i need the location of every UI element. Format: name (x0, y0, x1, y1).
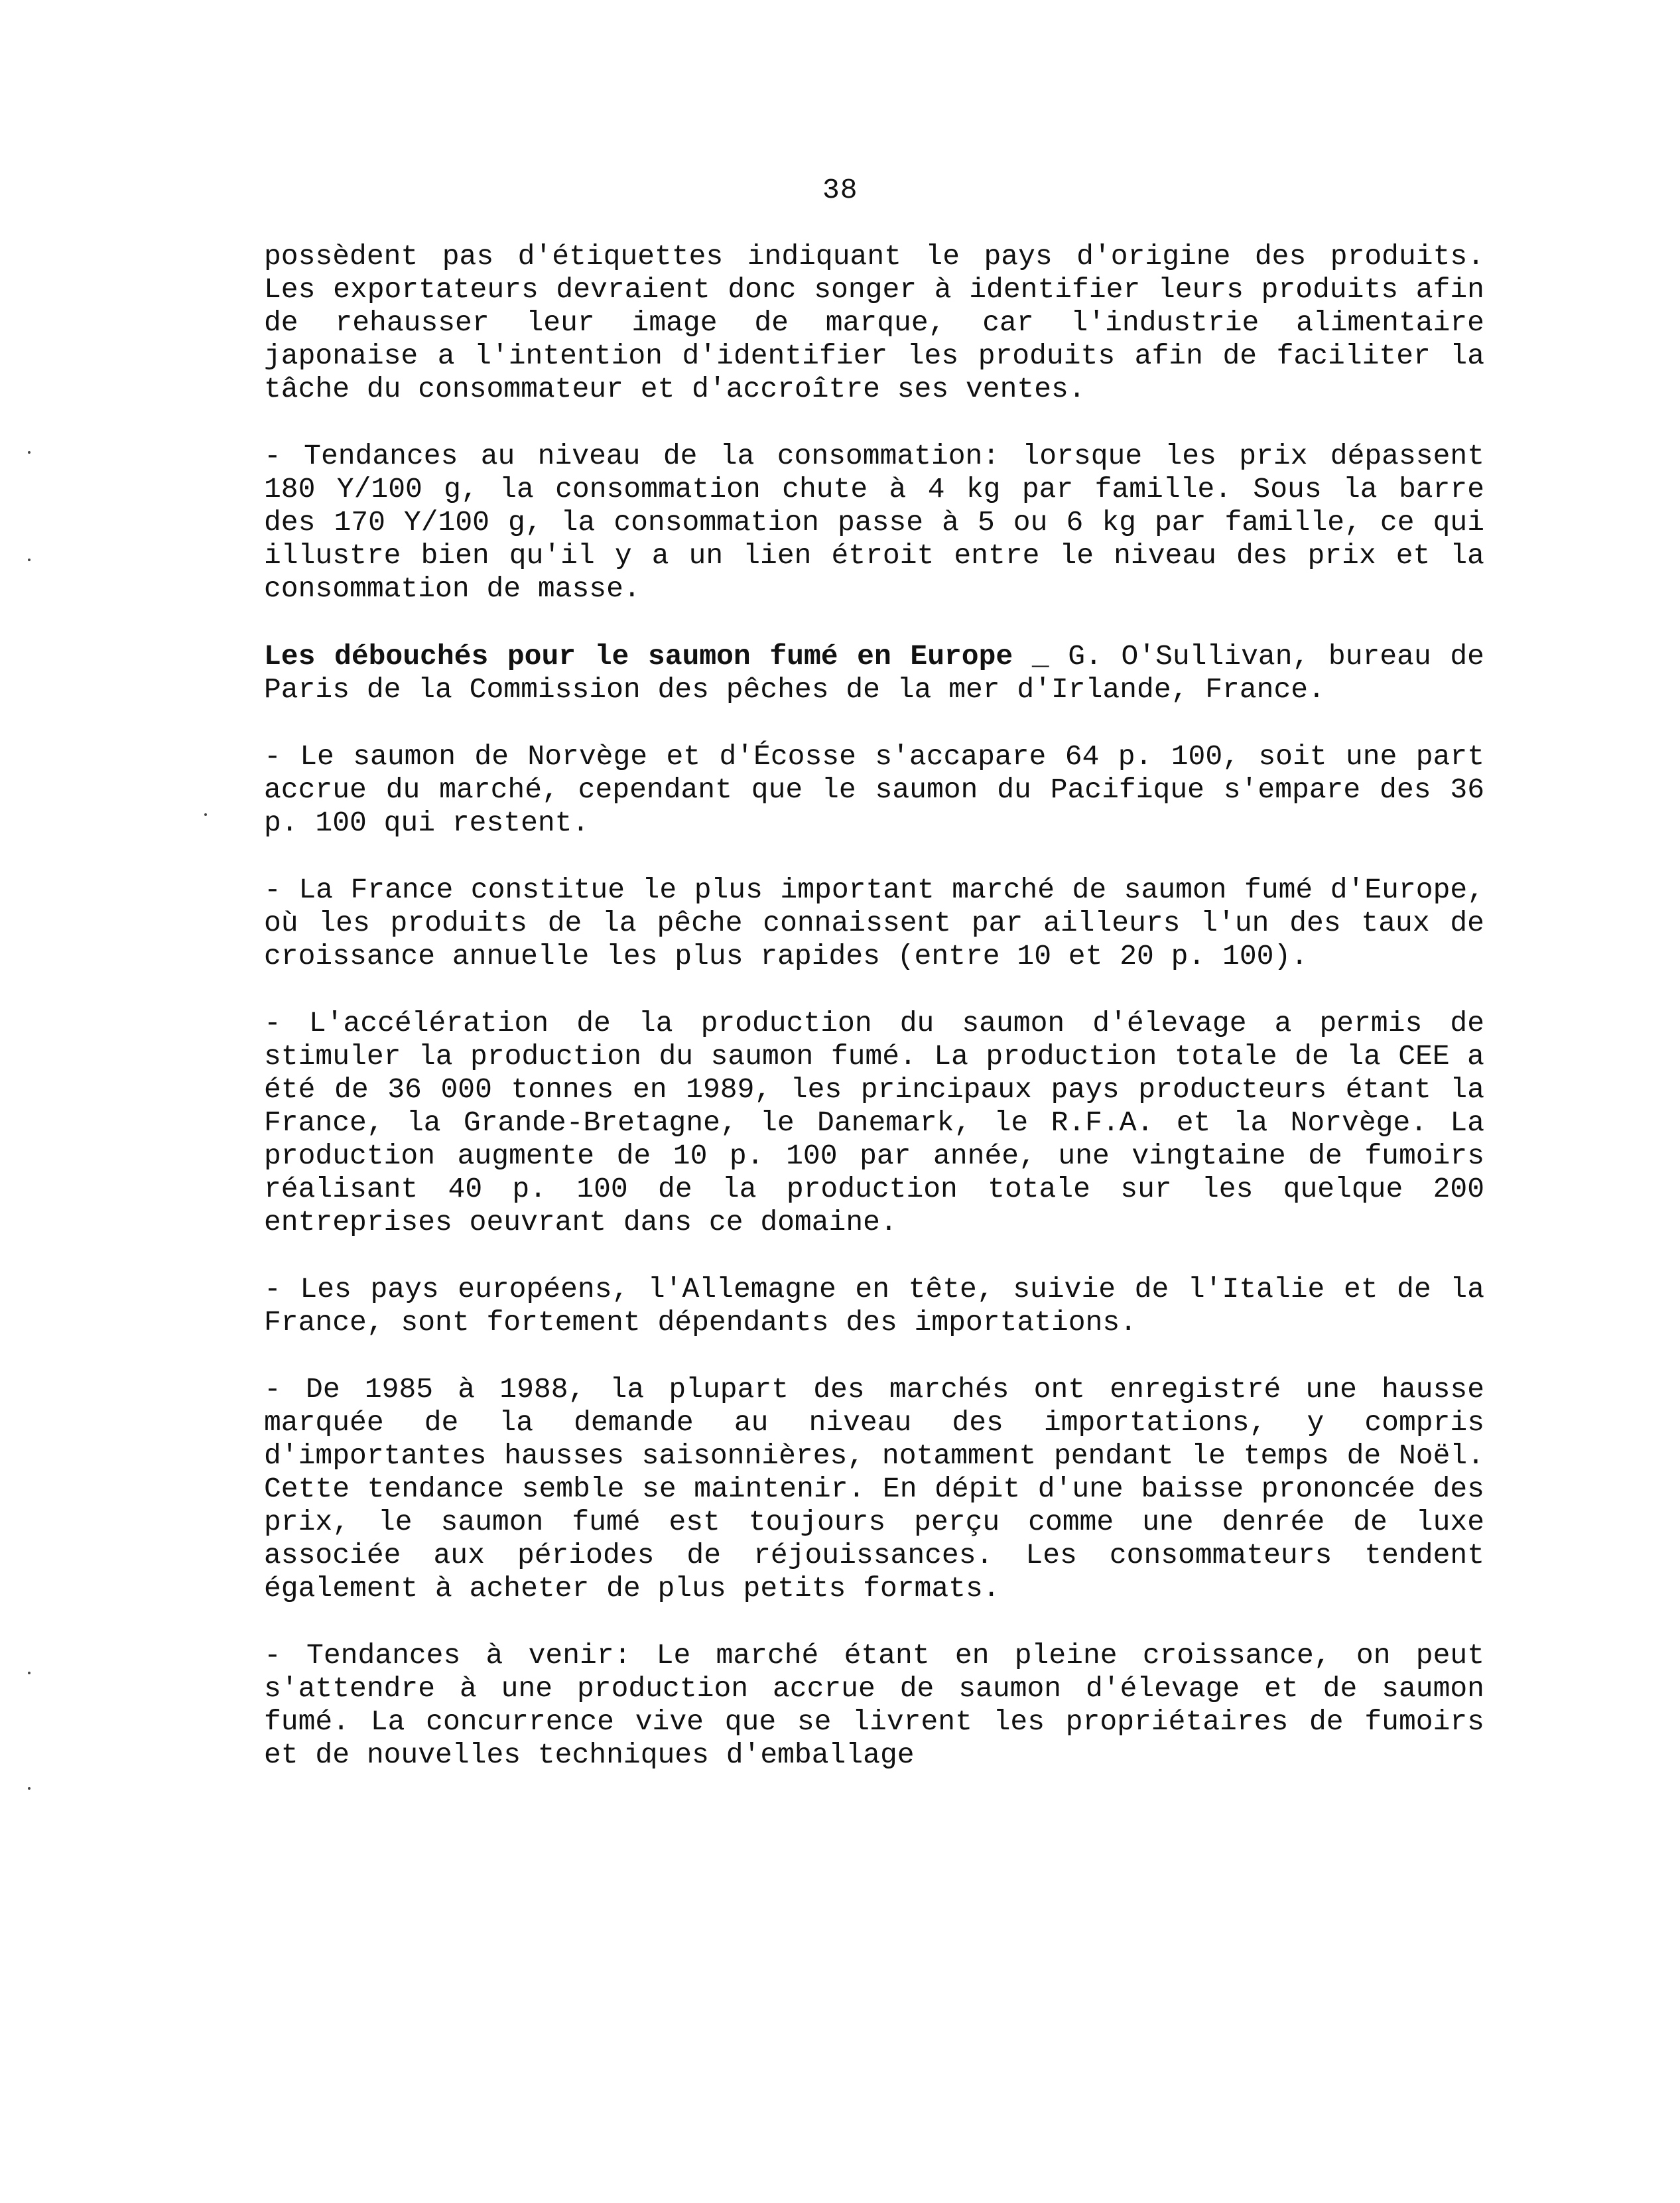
scan-speck (204, 813, 207, 816)
bullet-item: - Les pays européens, l'Allemagne en tête, suivie de l'Italie et de la France, sont fortement dépendants des importations. (264, 1273, 1484, 1339)
bullet-item: - Tendances à venir: Le marché étant en pleine croissance, on peut s'attendre à une production accrue de saumon d'élevage et de saumon fumé. La concurrence vive que se livrent les propriétaires de fumoirs et de nouvelles techniques d'emballage (264, 1639, 1484, 1771)
bullet-item: - L'accélération de la production du saumon d'élevage a permis de stimuler la production du saumon fumé. La production totale de la CEE a été de 36 000 tonnes en 1989, les principaux pays producteurs étant la France, la Grande-Bretagne, le Danemark, le R.F.A. et la Norvège. La production augmente de 10 p. 100 par année, une vingtaine de fumoirs réalisant 40 p. 100 de la production totale sur les quelque 200 entreprises oeuvrant dans ce domaine. (264, 1007, 1484, 1238)
scan-speck (28, 559, 31, 561)
bullet-item: - La France constitue le plus important marché de saumon fumé d'Europe, où les produits de la pêche connaissent par ailleurs l'un des taux de croissance annuelle les plus rapides (entre 10 et 20 p. 100). (264, 874, 1484, 972)
document-body (264, 240, 1484, 1806)
section-heading-paragraph (264, 640, 1484, 706)
section-byline: G. O'Sullivan, bureau de Paris de la Commission des pêches de la mer d'Irlande, France. (264, 640, 1484, 706)
page-number: 38 (822, 174, 858, 206)
scan-speck (28, 451, 31, 454)
section-heading: Les débouchés pour le saumon fumé en Europe (264, 640, 1013, 673)
bullet-item: - De 1985 à 1988, la plupart des marchés ont enregistré une hausse marquée de la demande au niveau des importations, y compris d'importantes hausses saisonnières, notamment pendant le temps de Noël. Cette tendance semble se maintenir. En dépit d'une baisse prononcée des prix, le saumon fumé est toujours perçu comme une denrée de luxe associée aux périodes de réjouissances. Les consommateurs tendent également à acheter de plus petits formats. (264, 1373, 1484, 1605)
bullet-item: - Le saumon de Norvège et d'Écosse s'accapare 64 p. 100, soit une part accrue du marché, cependant que le saumon du Pacifique s'empare des 36 p. 100 qui restent. (264, 740, 1484, 839)
paragraph-continuation: possèdent pas d'étiquettes indiquant le pays d'origine des produits. Les exportateurs devraient donc songer à identifier leurs produits afin de rehausser leur image de marque, car l'industrie alimentaire japonaise a l'intention d'identifier les produits afin de faciliter la tâche du consommateur et d'accroître ses ventes. (264, 240, 1484, 405)
paragraph-consumption-trends: - Tendances au niveau de la consommation: lorsque les prix dépassent 180 Y/100 g, la consommation chute à 4 kg par famille. Sous la barre des 170 Y/100 g, la consommation passe à 5 ou 6 kg par famille, ce qui illustre bien qu'il y a un lien étroit entre le niveau des prix et la consommation de masse. (264, 440, 1484, 605)
scan-speck (28, 1787, 31, 1790)
heading-separator: _ (1031, 640, 1049, 673)
scan-speck (28, 1672, 31, 1674)
